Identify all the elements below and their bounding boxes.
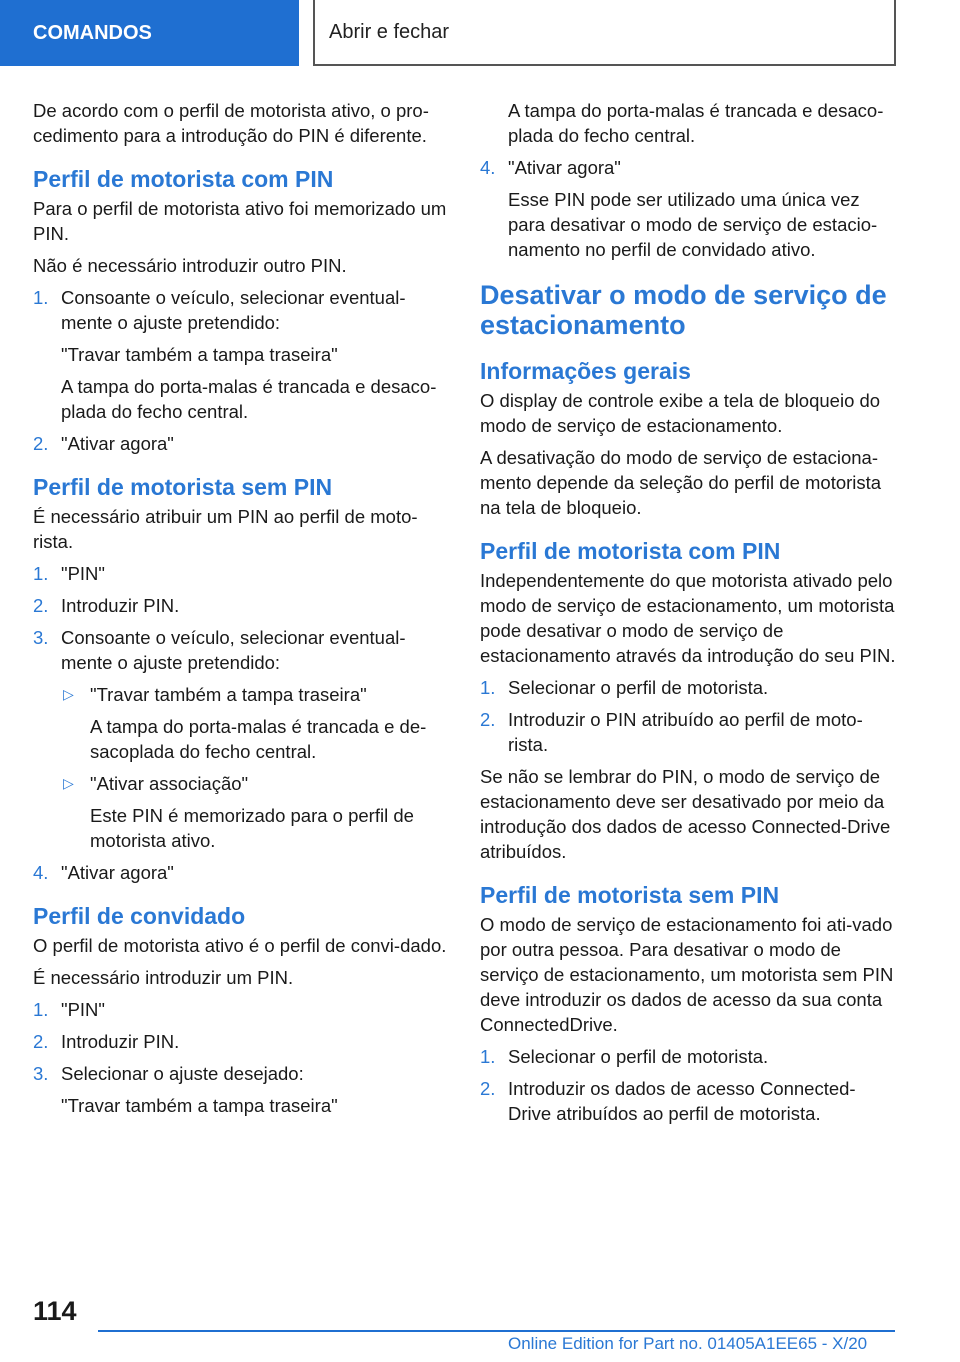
bullet-detail: A tampa do porta-malas é trancada e de-sacoplada do fecho central. [90,716,427,762]
step-number: 1. [480,677,496,698]
list-item [33,1061,449,1086]
list-item [33,1029,449,1054]
step-number: 4. [480,157,496,178]
step-text: "Ativar agora" [61,862,174,883]
step-text: Selecionar o perfil de motorista. [508,677,769,698]
step-text: Selecionar o ajuste desejado: [61,1063,304,1084]
step-text: Selecionar o perfil de motorista. [508,1046,769,1067]
step-text: Introduzir PIN. [61,1031,180,1052]
list-item [33,561,449,586]
bullet-item [33,682,449,707]
bullet-detail: Este PIN é memorizado para o perfil de motorista ativo. [90,805,414,851]
step-number: 2. [33,433,49,454]
list-item [33,997,449,1022]
step-detail: "Travar também a tampa traseira" [61,344,338,365]
bullet-item [33,771,449,796]
main-heading: Desativar o modo de serviço de estacionamento [480,280,887,340]
list-item [480,155,896,180]
list-item [33,285,449,335]
step-text: "Ativar agora" [508,157,621,178]
list-item [480,675,896,700]
paragraph: O modo de serviço de estacionamento foi ati-vado por outra pessoa. Para desativar o modo de serviço de estacionamento, um motorista sem PIN deve introduzir os dados de acesso da sua conta ConnectedDrive. [480,914,894,1035]
list-item [33,860,449,885]
paragraph: O display de controle exibe a tela de bloqueio do modo de serviço de estacionamento. [480,390,881,436]
step-text: "PIN" [61,999,105,1020]
list-item [33,593,449,618]
heading-general-info: Informações gerais [480,358,691,384]
right-column [480,98,896,1133]
step-text: Introduzir os dados de acesso Connected-Drive atribuídos ao perfil de motorista. [508,1078,856,1124]
step-number: 3. [33,1063,49,1084]
paragraph: O perfil de motorista ativo é o perfil de convi-dado. [33,935,447,956]
page-number: 114 [33,1296,77,1326]
step-text: "Ativar agora" [61,433,174,454]
list-item [33,431,449,456]
step-number: 2. [480,1078,496,1099]
paragraph: Independentemente do que motorista ativado pelo modo de serviço de estacionamento, um motorista pode desativar o modo de serviço de estacionamento através da introdução do seu PIN. [480,570,896,666]
heading-profile-without-pin: Perfil de motorista sem PIN [33,474,333,500]
heading-profile-with-pin: Perfil de motorista com PIN [480,538,781,564]
heading-guest-profile: Perfil de convidado [33,903,246,929]
step-number: 1. [33,999,49,1020]
paragraph: É necessário atribuir um PIN ao perfil de moto-rista. [33,506,418,552]
step-detail: A tampa do porta-malas é trancada e desaco-plada do fecho central. [508,100,884,146]
page-title: Abrir e fechar [313,0,896,66]
heading-profile-with-pin: Perfil de motorista com PIN [33,166,334,192]
paragraph: A desativação do modo de serviço de estaciona-mento depende da seleção do perfil de motorista na tela de bloqueio. [480,447,882,518]
list-item [480,1076,896,1126]
bullet-text: "Travar também a tampa traseira" [90,684,367,705]
step-detail: A tampa do porta-malas é trancada e desaco-plada do fecho central. [61,376,437,422]
step-text: Introduzir o PIN atribuído ao perfil de moto-rista. [508,709,863,755]
heading-profile-without-pin: Perfil de motorista sem PIN [480,882,780,908]
step-number: 1. [33,287,49,308]
step-detail: "Travar também a tampa traseira" [61,1095,338,1116]
intro-paragraph: De acordo com o perfil de motorista ativo, o pro-cedimento para a introdução do PIN é diferente. [33,100,429,146]
left-column [33,98,449,1125]
step-number: 4. [33,862,49,883]
paragraph: É necessário introduzir um PIN. [33,967,294,988]
bullet-text: "Ativar associação" [90,773,249,794]
step-number: 1. [480,1046,496,1067]
step-text: "PIN" [61,563,105,584]
footer-divider [98,1330,895,1332]
step-text: Consoante o veículo, selecionar eventual-mente o ajuste pretendido: [61,287,406,333]
list-item [480,707,896,757]
paragraph: Não é necessário introduzir outro PIN. [33,255,347,276]
triangle-bullet-icon: ▷ [63,686,74,702]
step-text: Consoante o veículo, selecionar eventual-mente o ajuste pretendido: [61,627,406,673]
triangle-bullet-icon: ▷ [63,775,74,791]
step-number: 2. [33,1031,49,1052]
list-item [480,1044,896,1069]
paragraph: Para o perfil de motorista ativo foi memorizado um PIN. [33,198,447,244]
step-number: 1. [33,563,49,584]
paragraph: Se não se lembrar do PIN, o modo de serviço de estacionamento deve ser desativado por meio da introdução dos dados de acesso Connected-Drive atribuídos. [480,766,891,862]
step-number: 2. [480,709,496,730]
step-text: Introduzir PIN. [61,595,180,616]
step-detail: Esse PIN pode ser utilizado uma única vez para desativar o modo de serviço de estacio-namento no perfil de convidado ativo. [508,189,878,260]
step-number: 3. [33,627,49,648]
footer-edition: Online Edition for Part no. 01405A1EE65 - X/20 [508,1334,868,1353]
list-item [33,625,449,675]
step-number: 2. [33,595,49,616]
section-tab: COMANDOS [0,0,299,66]
